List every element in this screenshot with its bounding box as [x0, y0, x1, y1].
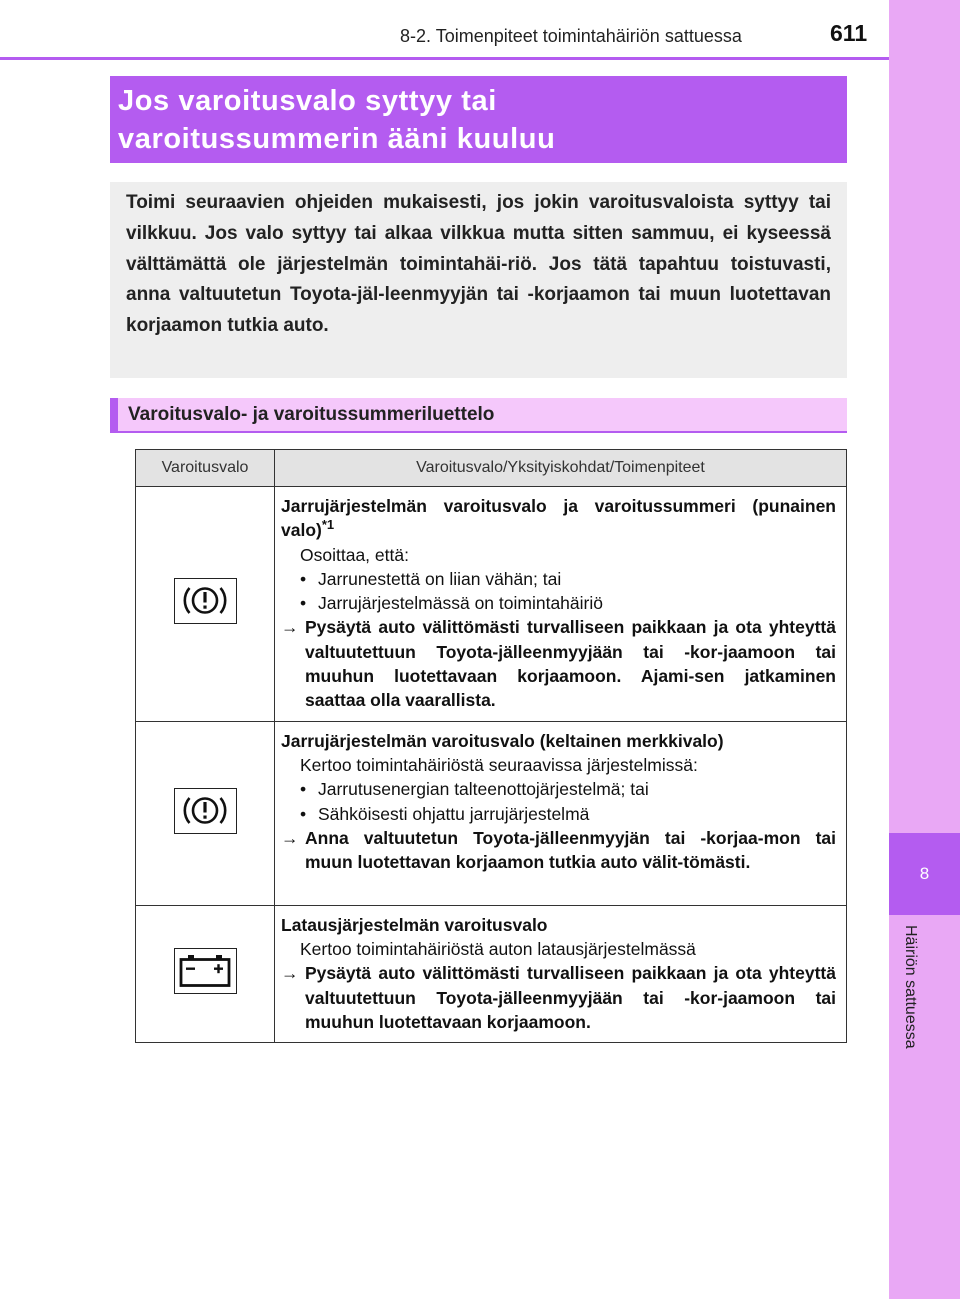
section-title-line-2: varoitussummerin ääni kuuluu: [118, 123, 556, 155]
table-header-row: [136, 450, 847, 487]
list-item-text: Jarrunestettä on liian vähän; tai: [318, 568, 562, 589]
item-title-text: Jarrujärjestelmän varoitusvalo ja varoitussummeri (punainen valo): [281, 496, 836, 541]
arrow-icon: →: [281, 963, 299, 984]
warning-light-table: [135, 449, 847, 1043]
item-intro: Osoittaa, että:: [300, 544, 409, 565]
item-title: Jarrujärjestelmän varoitusvalo (keltainen merkkivalo): [281, 730, 724, 751]
icon-cell: [136, 721, 275, 905]
chapter-label: Häiriön sattuessa: [902, 925, 919, 1049]
arrow-icon: →: [281, 827, 299, 848]
item-intro: Kertoo toimintahäiriöstä seuraavissa järjestelmissä:: [300, 754, 698, 775]
list-item: • Jarrunestettä on liian vähän; tai: [281, 567, 836, 591]
brake-warning-icon: [174, 788, 237, 834]
action-text: Pysäytä auto välittömästi turvalliseen paikkaan ja ota yhteyttä valtuutettuun Toyota-jälleenmyyjään tai -kor-jaamoon tai muuhun luotettavaan korjaamoon. Ajami-sen jatkaminen saattaa olla vaarallista.: [305, 617, 836, 711]
action-instruction: [281, 615, 836, 712]
column-header-light: Varoitusvalo: [136, 450, 275, 487]
arrow-icon: →: [281, 617, 299, 638]
list-item-text: Sähköisesti ohjattu jarrujärjestelmä: [318, 803, 590, 824]
list-item: • Jarrutusenergian talteenottojärjestelmä; tai: [281, 777, 836, 801]
subsection-title: Varoitusvalo- ja varoitussummeriluettelo: [110, 398, 847, 433]
item-title: Latausjärjestelmän varoitusvalo: [281, 914, 548, 935]
header-divider: [0, 57, 889, 60]
table-row: [136, 905, 847, 1042]
running-header: 8-2. Toimenpiteet toimintahäiriön sattuessa: [400, 26, 742, 46]
chapter-number: 8: [889, 833, 960, 915]
action-instruction: [281, 826, 836, 875]
chapter-side-tab: [889, 0, 960, 1299]
list-item: • Jarrujärjestelmässä on toimintahäiriö: [281, 591, 836, 615]
brake-warning-icon: [174, 578, 237, 624]
intro-text: Toimi seuraavien ohjeiden mukaisesti, jos jokin varoitusvaloista syttyy tai vilkkuu. Jos valo syttyy tai alkaa vilkkua mutta sitten sammuu, ei kyseessä välttämättä ole järjestelmän toimintahäi-riö. Jos tätä tapahtuu toistuvasti, anna valtuutetun Toyota-jäl-leenmyyjän tai -korjaamon tai muun luotettavan korjaamon tutkia auto.: [126, 192, 831, 337]
list-item-text: Jarrutusenergian talteenottojärjestelmä; tai: [318, 779, 649, 800]
item-title: [281, 494, 836, 543]
action-text: Anna valtuutetun Toyota-jälleenmyyjän tai -korjaa-mon tai muun luotettavan korjaamon tutkia auto välit-tömästi.: [305, 827, 836, 873]
table-row: [136, 487, 847, 722]
intro-box: [110, 182, 847, 378]
icon-cell: [136, 905, 275, 1042]
description-cell: [275, 905, 847, 1042]
icon-cell: [136, 487, 275, 722]
list-item-text: Jarrujärjestelmässä on toimintahäiriö: [318, 593, 603, 614]
list-item: • Sähköisesti ohjattu jarrujärjestelmä: [281, 802, 836, 826]
action-text: Pysäytä auto välittömästi turvalliseen paikkaan ja ota yhteyttä valtuutettuun Toyota-jälleenmyyjään tai -kor-jaamoon tai muuhun luotettavaan korjaamoon.: [305, 963, 836, 1032]
section-title-line-1: Jos varoitusvalo syttyy tai: [118, 85, 497, 117]
description-cell: [275, 487, 847, 722]
action-instruction: [281, 961, 836, 1034]
column-header-details: Varoitusvalo/Yksityiskohdat/Toimenpiteet: [275, 450, 847, 487]
item-intro: Kertoo toimintahäiriöstä auton latausjärjestelmässä: [300, 938, 696, 959]
table-row: [136, 721, 847, 905]
section-title: [110, 76, 847, 163]
battery-charging-icon: [174, 948, 237, 994]
description-cell: [275, 721, 847, 905]
footnote-marker: *1: [321, 517, 335, 533]
page-number: 611: [830, 20, 868, 46]
